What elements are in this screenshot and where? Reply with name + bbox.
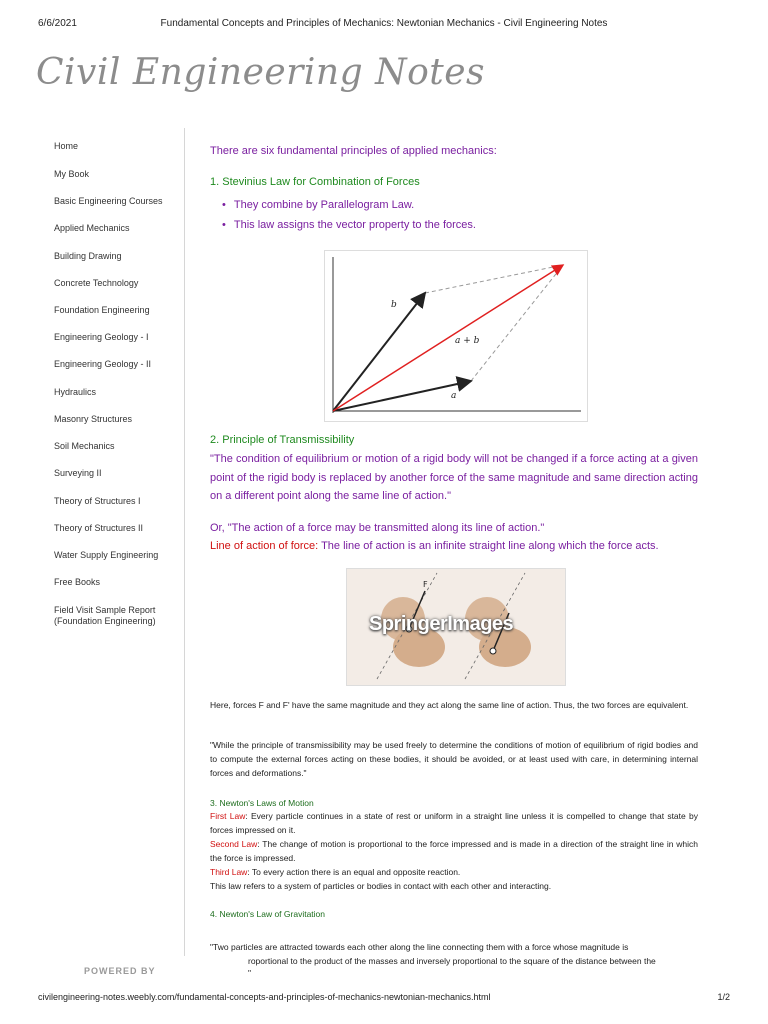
second-law (210, 837, 698, 865)
section-heading-3 (210, 796, 698, 810)
transmissibility-figure (346, 568, 566, 686)
vector-diagram (325, 251, 587, 421)
bullet-item: • This law assigns the vector property to the forces. (222, 219, 476, 231)
sidebar-item-field-visit-report[interactable] (54, 605, 156, 627)
label-sum: a + b (455, 336, 480, 346)
vector-sum (333, 265, 563, 411)
sidebar-item-applied-mechanics[interactable]: Applied Mechanics (54, 223, 130, 233)
sidebar-item-engineering-geology-2[interactable]: Engineering Geology - II (54, 359, 152, 369)
paragraph-equivalent-forces: Here, forces F and F' have the same magnitude and they act along the same line of action. Thus, the two forces are equivalent. (210, 700, 689, 710)
second-law-text: : The change of motion is proportional to the force impressed and is made in a direction of the straight line in which the force is impressed. (210, 839, 698, 863)
print-page-number: 1/2 (717, 992, 730, 1002)
sidebar-item-label: Field Visit Sample Report (54, 605, 156, 615)
first-law (210, 809, 698, 837)
sidebar-item-engineering-geology-1[interactable]: Engineering Geology - I (54, 332, 149, 342)
first-law-label: First Law (210, 811, 246, 821)
label-b: b (391, 300, 397, 310)
sidebar-item-hydraulics[interactable]: Hydraulics (54, 387, 97, 397)
line-of-action-label: Line of action of force: (210, 540, 319, 552)
first-law-text: : Every particle continues in a state of rest or uniform in a straight line unless it is compelled to change that state by forces impressed on it. (210, 811, 698, 835)
gravitation-paragraph: "Two particles are attracted towards each other along the line connecting them with a force whose magnitude is (210, 942, 629, 952)
gravitation-paragraph-line3: " (248, 968, 252, 978)
third-law-label: Third Law (210, 867, 248, 877)
bullet-item: • They combine by Parallelogram Law. (222, 199, 414, 211)
sidebar-item-home[interactable]: Home (54, 141, 79, 151)
sidebar-item-soil-mechanics[interactable]: Soil Mechanics (54, 441, 115, 451)
sidebar-item-basic-engineering-courses[interactable]: Basic Engineering Courses (54, 196, 163, 206)
force-label: F (423, 580, 428, 589)
heading-text: 4. Newton's Law of Gravitation (210, 909, 326, 919)
intro-text: There are six fundamental principles of applied mechanics: (210, 145, 497, 157)
print-date: 6/6/2021 (38, 18, 77, 29)
label-a: a (451, 391, 457, 401)
second-law-label: Second Law (210, 839, 258, 849)
print-title: Fundamental Concepts and Principles of Mechanics: Newtonian Mechanics - Civil Engineering Notes (160, 18, 608, 29)
sidebar-nav (38, 128, 185, 956)
sidebar-item-foundation-engineering[interactable]: Foundation Engineering (54, 305, 150, 315)
line-of-action-definition: The line of action is an infinite straight line along which the force acts. (318, 540, 659, 552)
dashed-side (471, 265, 563, 381)
application-point (490, 648, 496, 654)
sidebar-item-theory-of-structures-2[interactable]: Theory of Structures II (54, 523, 144, 533)
section-heading-2: 2. Principle of Transmissibility (210, 434, 355, 446)
sidebar-item-water-supply-engineering[interactable]: Water Supply Engineering (54, 550, 159, 560)
section-heading-4 (210, 907, 698, 921)
heading-text: 3. Newton's Laws of Motion (210, 798, 314, 808)
transmissibility-quote: "The condition of equilibrium or motion of a rigid body will not be changed if a force acting at a given point of the rigid body is replaced by another force of the same magnitude and same direction acting on a different point along the same line of action." (210, 453, 698, 502)
sidebar-item-concrete-technology[interactable]: Concrete Technology (54, 278, 139, 288)
third-law-note: This law refers to a system of particles or bodies in contact with each other and interacting. (210, 881, 552, 891)
sidebar-item-surveying-2[interactable]: Surveying II (54, 468, 102, 478)
section-heading-1: 1. Stevinius Law for Combination of Forces (210, 176, 420, 188)
parallelogram-law-figure (324, 250, 588, 422)
sidebar-item-masonry-structures[interactable]: Masonry Structures (54, 414, 133, 424)
gravitation-paragraph-line2: roportional to the product of the masses and inversely proportional to the square of the distance between the (248, 956, 656, 966)
site-logo[interactable]: Civil Engineering Notes (36, 52, 486, 93)
powered-by-badge[interactable]: POWERED BY (84, 966, 156, 976)
sidebar-item-free-books[interactable]: Free Books (54, 577, 101, 587)
third-law (210, 865, 698, 879)
sidebar-item-theory-of-structures-1[interactable]: Theory of Structures I (54, 496, 141, 506)
springer-watermark: SpringerImages (369, 613, 514, 635)
third-law-text: : To every action there is an equal and opposite reaction. (247, 867, 461, 877)
sidebar-item-label-2: (Foundation Engineering) (54, 616, 156, 626)
print-url: civilengineering-notes.weebly.com/fundamental-concepts-and-principles-of-mechanics-newtonian-mechanics.html (38, 992, 491, 1002)
paragraph-transmissibility-caution: "While the principle of transmissibility may be used freely to determine the conditions of motion of equilibrium of rigid bodies and to compute the external forces acting on these bodies, it should be avoided, or at least used with care, in determining internal forces and deformations." (210, 740, 698, 778)
sidebar-item-my-book[interactable]: My Book (54, 169, 90, 179)
sidebar-item-building-drawing[interactable]: Building Drawing (54, 251, 122, 261)
line-of-action-text (210, 540, 659, 552)
or-quote: Or, "The action of a force may be transmitted along its line of action." (210, 522, 545, 534)
